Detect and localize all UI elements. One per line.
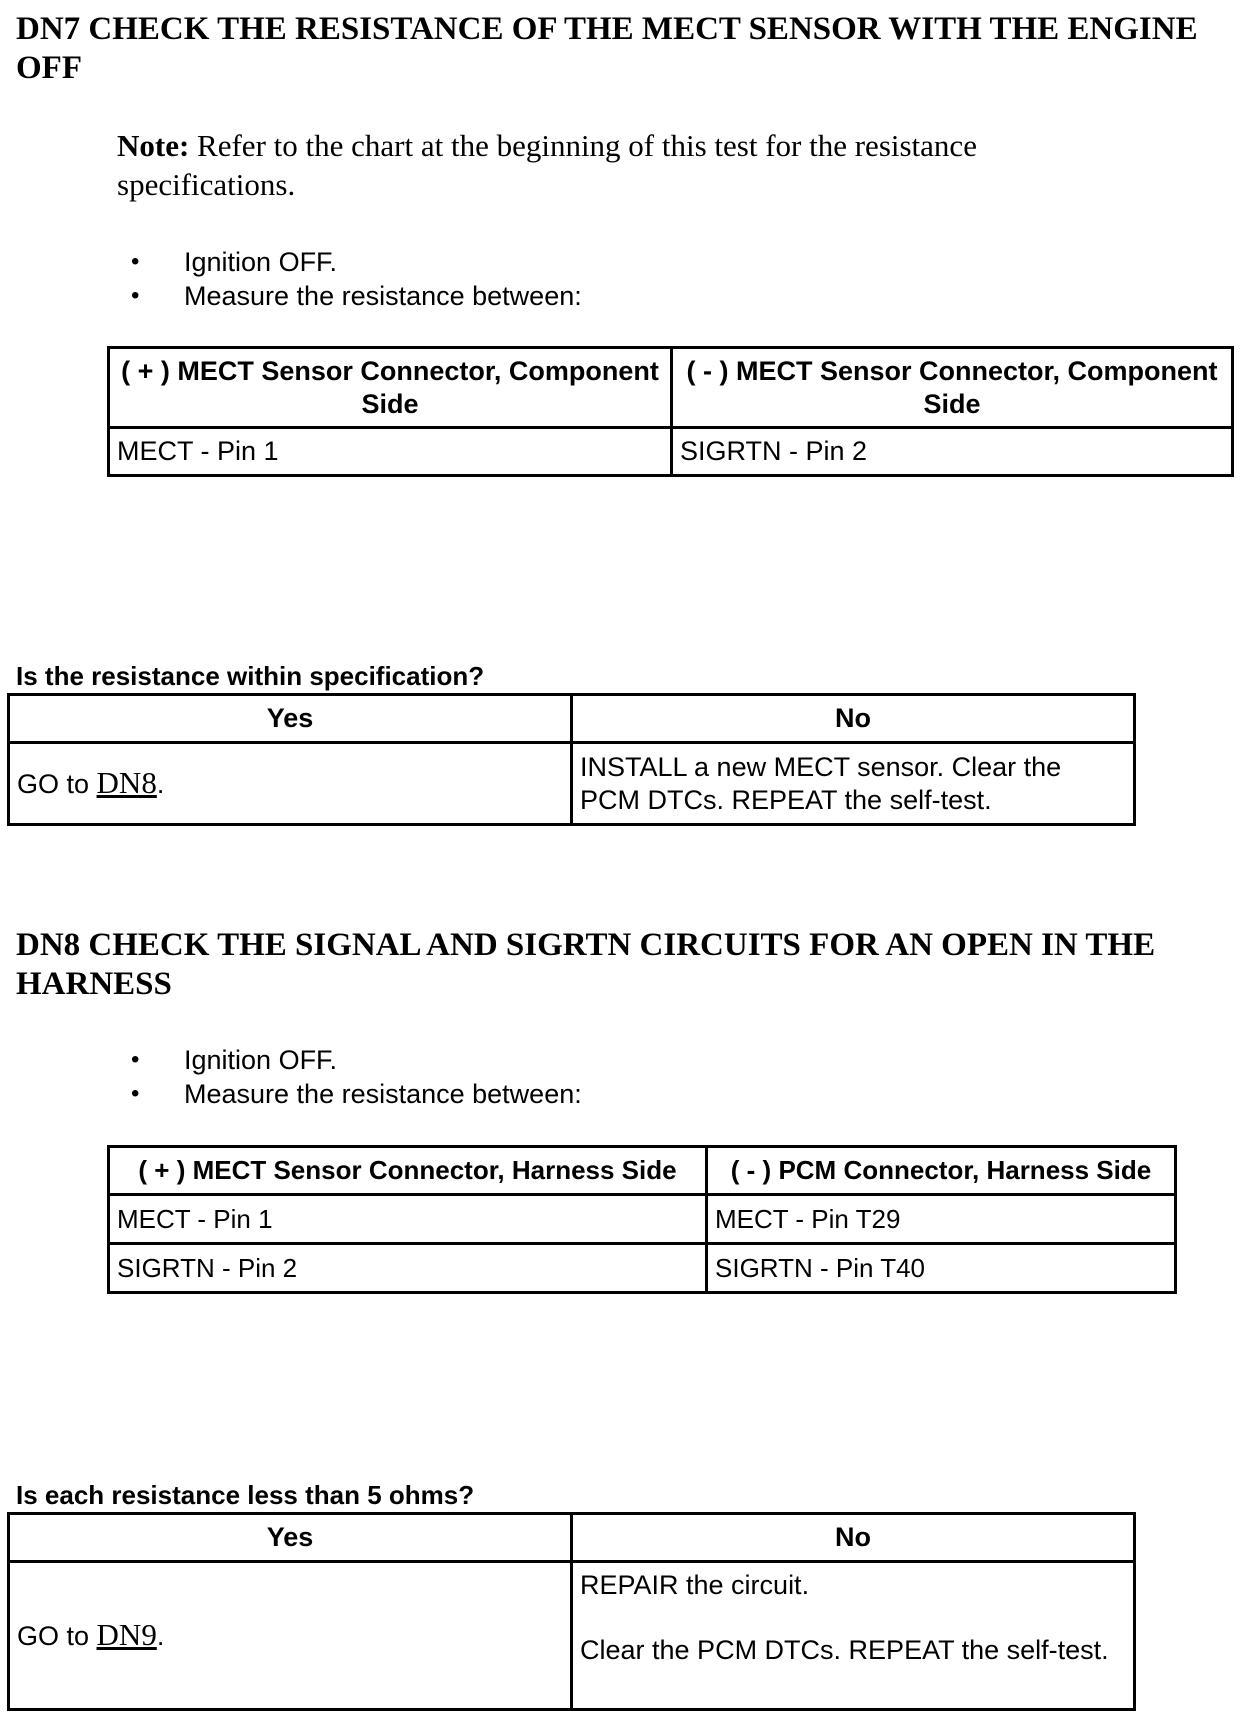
dn8-question: Is each resistance less than 5 ohms?	[16, 1480, 475, 1510]
table-cell: SIGRTN - Pin 2	[672, 428, 1233, 476]
table-header-cell: ( + ) MECT Sensor Connector, Component Side	[109, 348, 672, 428]
table-header-row	[109, 348, 1233, 428]
table-header-row	[9, 695, 1135, 743]
table-row	[109, 1244, 1176, 1293]
step-item: • Measure the resistance between:	[117, 279, 582, 313]
yes-prefix: GO to	[17, 1621, 90, 1651]
no-header: No	[572, 695, 1135, 743]
dn8-steps	[117, 1043, 582, 1111]
dn8-measure-table	[107, 1145, 1177, 1294]
dn7-note	[117, 126, 1117, 204]
table-cell: SIGRTN - Pin T40	[707, 1244, 1176, 1293]
yes-suffix: .	[156, 1621, 165, 1651]
dn7-heading: DN7 CHECK THE RESISTANCE OF THE MECT SENSOR WITH THE ENGINE OFF	[16, 11, 1198, 86]
yes-cell	[9, 743, 572, 825]
table-row	[109, 428, 1233, 476]
dn7-answer-table	[7, 693, 1136, 826]
table-row	[9, 1562, 1135, 1710]
step-item: • Ignition OFF.	[117, 245, 582, 279]
note-label: Note:	[117, 128, 190, 163]
step-item: • Measure the resistance between:	[117, 1077, 582, 1111]
dn7-steps	[117, 245, 582, 313]
table-header-row	[9, 1514, 1135, 1562]
dn8-link[interactable]: DN8	[96, 765, 157, 800]
table-header-row	[109, 1147, 1176, 1195]
no-line: Clear the PCM DTCs. REPEAT the self-test.	[580, 1635, 1109, 1665]
table-cell: MECT - Pin 1	[109, 428, 672, 476]
dn9-link[interactable]: DN9	[96, 1617, 157, 1652]
table-row	[109, 1195, 1176, 1244]
no-header: No	[572, 1514, 1135, 1562]
spacer	[580, 1602, 1126, 1634]
no-line: REPAIR the circuit.	[580, 1570, 810, 1600]
note-text: Refer to the chart at the beginning of this test for the resistance specifications.	[117, 128, 977, 202]
dn8-answer-table	[7, 1512, 1136, 1711]
table-header-cell: ( - ) MECT Sensor Connector, Component Side	[672, 348, 1233, 428]
dn8-heading: DN8 CHECK THE SIGNAL AND SIGRTN CIRCUITS FOR AN OPEN IN THE HARNESS	[16, 927, 1156, 1002]
yes-suffix: .	[156, 769, 165, 799]
step-item: • Ignition OFF.	[117, 1043, 582, 1077]
no-cell: INSTALL a new MECT sensor. Clear the PCM DTCs. REPEAT the self-test.	[572, 743, 1135, 825]
dn7-question: Is the resistance within specification?	[16, 661, 485, 691]
dn7-measure-table	[107, 346, 1234, 477]
no-cell	[572, 1562, 1135, 1710]
yes-header: Yes	[9, 1514, 572, 1562]
yes-cell	[9, 1562, 572, 1710]
yes-header: Yes	[9, 695, 572, 743]
table-cell: MECT - Pin T29	[707, 1195, 1176, 1244]
table-row	[9, 743, 1135, 825]
table-cell: MECT - Pin 1	[109, 1195, 707, 1244]
yes-prefix: GO to	[17, 769, 90, 799]
table-cell: SIGRTN - Pin 2	[109, 1244, 707, 1293]
table-header-cell: ( - ) PCM Connector, Harness Side	[707, 1147, 1176, 1195]
table-header-cell: ( + ) MECT Sensor Connector, Harness Side	[109, 1147, 707, 1195]
